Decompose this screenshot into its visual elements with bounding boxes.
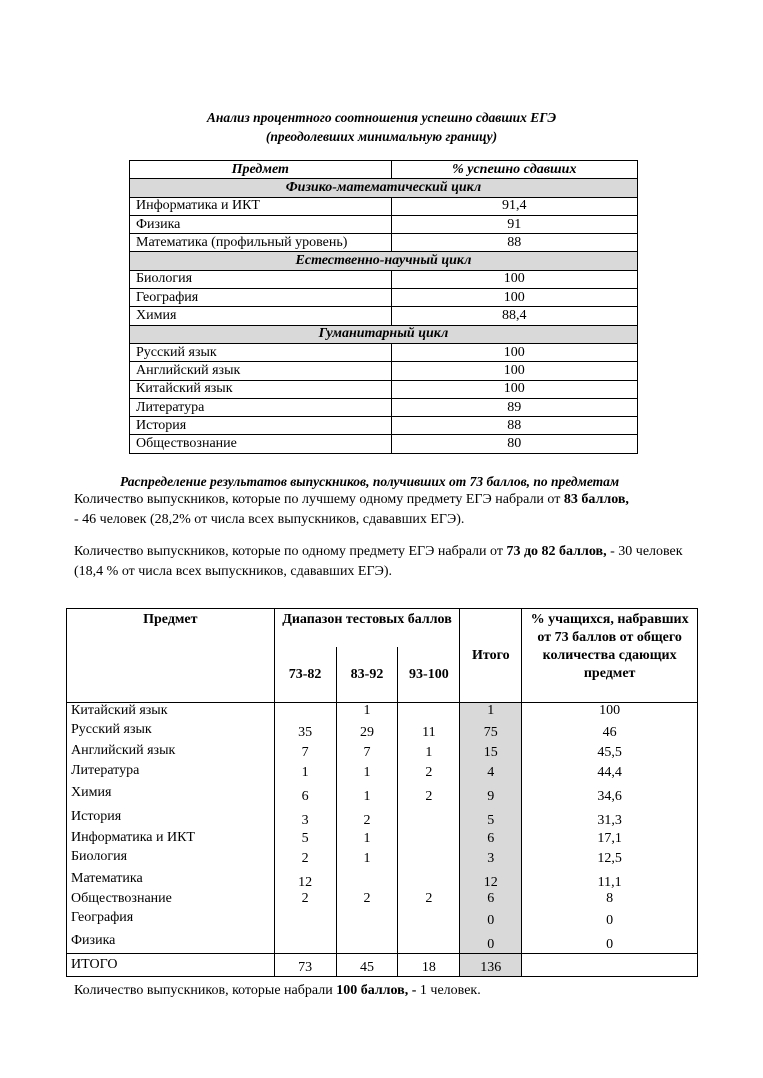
range-73-82-cell: 1 <box>274 761 336 781</box>
table-row <box>130 417 638 435</box>
table-row <box>130 270 638 288</box>
percent-cell: 12,5 <box>522 847 698 867</box>
subject-cell: Информатика и ИКТ <box>130 197 392 215</box>
range-93-100-cell <box>398 929 460 954</box>
header-score-range: Диапазон тестовых баллов <box>274 609 460 648</box>
total-cell: 4 <box>460 761 522 781</box>
total-cell: 0 <box>460 929 522 954</box>
percent-cell: 100 <box>391 289 637 307</box>
total-cell: 15 <box>460 741 522 761</box>
group-row <box>130 325 638 343</box>
range-83-92-cell: 2 <box>336 805 398 829</box>
table-row <box>67 719 698 741</box>
table-row <box>67 703 698 720</box>
percent-cell: 45,5 <box>522 741 698 761</box>
table-row <box>130 435 638 453</box>
table-row <box>67 829 698 847</box>
table-row <box>67 761 698 781</box>
subject-cell: Информатика и ИКТ <box>67 829 275 847</box>
total-cell: 136 <box>460 954 522 977</box>
total-cell: 75 <box>460 719 522 741</box>
table-row <box>67 891 698 907</box>
results-distribution-table <box>66 608 698 977</box>
paragraph-73-82-points <box>74 542 694 582</box>
percent-cell: 89 <box>391 398 637 416</box>
table-row <box>130 215 638 233</box>
range-73-82-cell: 35 <box>274 719 336 741</box>
table-row <box>67 847 698 867</box>
paragraph-73-post: - 30 человек (18,4 % от числа всех выпускников, сдававших ЕГЭ). <box>74 544 683 579</box>
percent-cell: 8 <box>522 891 698 907</box>
table-row <box>67 867 698 891</box>
range-83-92-cell: 7 <box>336 741 398 761</box>
range-93-100-cell <box>398 847 460 867</box>
range-83-92-cell: 1 <box>336 761 398 781</box>
percent-cell: 17,1 <box>522 829 698 847</box>
range-73-82-cell: 3 <box>274 805 336 829</box>
header-total: Итого <box>460 609 522 703</box>
range-93-100-cell: 2 <box>398 891 460 907</box>
column-header-percent: % успешно сдавших <box>391 161 637 179</box>
range-83-92-cell: 1 <box>336 847 398 867</box>
table-row <box>130 380 638 398</box>
range-93-100-cell: 2 <box>398 761 460 781</box>
range-83-92-cell: 45 <box>336 954 398 977</box>
table-row <box>130 234 638 252</box>
table-header-row <box>130 161 638 179</box>
range-83-92-cell: 2 <box>336 891 398 907</box>
range-73-82-cell: 5 <box>274 829 336 847</box>
percent-cell: 100 <box>391 343 637 361</box>
header-percent: % учащихся, набравших от 73 баллов от общего количества сдающих предмет <box>522 609 698 703</box>
subject-cell: Английский язык <box>67 741 275 761</box>
success-rate-table <box>129 160 638 454</box>
subject-cell: Химия <box>130 307 392 325</box>
range-93-100-cell <box>398 829 460 847</box>
header-subject: Предмет <box>67 609 275 703</box>
subject-cell: Биология <box>67 847 275 867</box>
range-73-82-cell <box>274 907 336 929</box>
range-83-92-cell: 1 <box>336 703 398 720</box>
range-83-92-cell <box>336 907 398 929</box>
percent-cell: 80 <box>391 435 637 453</box>
group-title: Естественно-научный цикл <box>130 252 638 270</box>
range-73-82-cell <box>274 703 336 720</box>
total-cell: 0 <box>460 907 522 929</box>
total-cell: 6 <box>460 829 522 847</box>
table-row <box>130 362 638 380</box>
table-row <box>67 805 698 829</box>
subject-cell: История <box>67 805 275 829</box>
paragraph-73-pre: Количество выпускников, которые по одному предмету ЕГЭ набрали от <box>74 544 507 559</box>
percent-cell: 91 <box>391 215 637 233</box>
range-93-100-cell <box>398 907 460 929</box>
range-93-100-cell <box>398 805 460 829</box>
percent-cell: 100 <box>391 380 637 398</box>
range-83-92-cell <box>336 929 398 954</box>
paragraph-83-pre: Количество выпускников, которые по лучшему одному предмету ЕГЭ набрали от <box>74 492 564 507</box>
subject-cell: География <box>67 907 275 929</box>
subject-cell: Китайский язык <box>67 703 275 720</box>
range-83-92-cell: 1 <box>336 829 398 847</box>
subject-cell: Математика (профильный уровень) <box>130 234 392 252</box>
footer-100-points <box>74 981 724 1001</box>
total-cell: 3 <box>460 847 522 867</box>
total-cell: 9 <box>460 781 522 805</box>
subject-cell: Обществознание <box>130 435 392 453</box>
range-83-92-cell <box>336 867 398 891</box>
range-83-92-cell: 1 <box>336 781 398 805</box>
subject-cell: География <box>130 289 392 307</box>
table-row <box>67 929 698 954</box>
total-cell: 6 <box>460 891 522 907</box>
subject-cell: Литература <box>130 398 392 416</box>
percent-cell: 88 <box>391 417 637 435</box>
percent-cell: 100 <box>391 270 637 288</box>
section1-title-line2: (преодолевших минимальную границу) <box>265 129 498 144</box>
range-93-100-cell: 11 <box>398 719 460 741</box>
range-73-82-cell: 2 <box>274 847 336 867</box>
group-title: Физико-математический цикл <box>130 179 638 197</box>
subject-cell: Обществознание <box>67 891 275 907</box>
percent-cell: 100 <box>522 703 698 720</box>
section1-title-line1: Анализ процентного соотношения успешно сдавших ЕГЭ <box>206 110 557 125</box>
range-73-82-cell <box>274 929 336 954</box>
header-range-2: 83-92 <box>336 647 398 703</box>
table-row <box>130 197 638 215</box>
range-73-82-cell: 2 <box>274 891 336 907</box>
paragraph-83-bold: 83 баллов, <box>563 492 629 507</box>
range-93-100-cell: 1 <box>398 741 460 761</box>
total-cell: 5 <box>460 805 522 829</box>
total-cell: 12 <box>460 867 522 891</box>
subject-cell: Химия <box>67 781 275 805</box>
column-header-subject: Предмет <box>130 161 392 179</box>
percent-cell: 100 <box>391 362 637 380</box>
subject-cell: Физика <box>130 215 392 233</box>
percent-cell: 34,6 <box>522 781 698 805</box>
footer-pre: Количество выпускников, которые набрали <box>74 983 337 998</box>
subject-cell: Математика <box>67 867 275 891</box>
header-range-3: 93-100 <box>398 647 460 703</box>
percent-cell: 44,4 <box>522 761 698 781</box>
paragraph-83-post: - 46 человек (28,2% от числа всех выпускников, сдававших ЕГЭ). <box>74 512 465 527</box>
range-73-82-cell: 73 <box>274 954 336 977</box>
total-cell: 1 <box>460 703 522 720</box>
range-93-100-cell <box>398 703 460 720</box>
table-row <box>67 954 698 977</box>
header-range-1: 73-82 <box>274 647 336 703</box>
subject-cell: Биология <box>130 270 392 288</box>
percent-cell: 91,4 <box>391 197 637 215</box>
percent-cell: 31,3 <box>522 805 698 829</box>
percent-cell: 88,4 <box>391 307 637 325</box>
subject-cell: ИТОГО <box>67 954 275 977</box>
section2-title: Распределение результатов выпускников, получивших от 73 баллов, по предметам <box>120 474 620 489</box>
subject-cell: История <box>130 417 392 435</box>
subject-cell: Русский язык <box>67 719 275 741</box>
subject-cell: Английский язык <box>130 362 392 380</box>
table-row <box>67 741 698 761</box>
percent-cell: 11,1 <box>522 867 698 891</box>
group-title: Гуманитарный цикл <box>130 325 638 343</box>
range-93-100-cell: 18 <box>398 954 460 977</box>
footer-bold: 100 баллов, - <box>336 983 417 998</box>
range-83-92-cell: 29 <box>336 719 398 741</box>
percent-cell: 0 <box>522 907 698 929</box>
subject-cell: Литература <box>67 761 275 781</box>
paragraph-83-points <box>74 490 694 530</box>
table-row <box>67 781 698 805</box>
range-93-100-cell: 2 <box>398 781 460 805</box>
group-row <box>130 252 638 270</box>
table-row <box>130 307 638 325</box>
range-73-82-cell: 6 <box>274 781 336 805</box>
footer-post: 1 человек. <box>416 983 481 998</box>
table-row <box>130 289 638 307</box>
range-73-82-cell: 12 <box>274 867 336 891</box>
table-row <box>130 398 638 416</box>
range-93-100-cell <box>398 867 460 891</box>
table-row <box>67 907 698 929</box>
paragraph-73-bold: 73 до 82 баллов, <box>506 544 607 559</box>
percent-cell: 0 <box>522 929 698 954</box>
subject-cell: Физика <box>67 929 275 954</box>
subject-cell: Китайский язык <box>130 380 392 398</box>
subject-cell: Русский язык <box>130 343 392 361</box>
percent-cell <box>522 954 698 977</box>
group-row <box>130 179 638 197</box>
percent-cell: 46 <box>522 719 698 741</box>
range-73-82-cell: 7 <box>274 741 336 761</box>
percent-cell: 88 <box>391 234 637 252</box>
table-row <box>130 343 638 361</box>
